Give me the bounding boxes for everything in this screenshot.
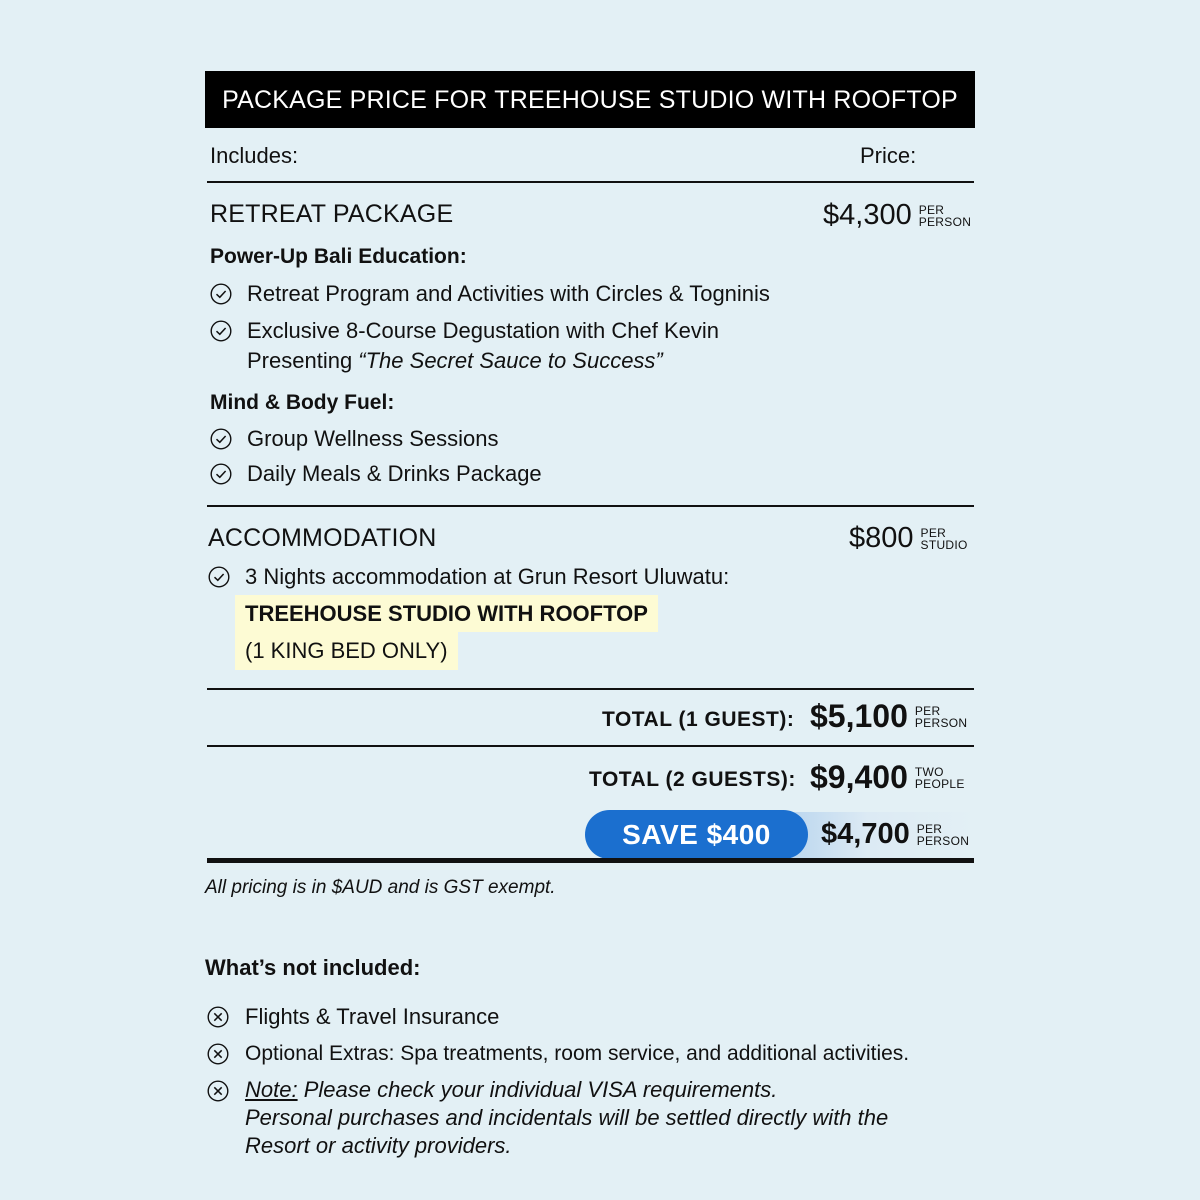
unit-line: STUDIO (920, 537, 968, 552)
list-item-text: Group Wellness Sessions (247, 426, 499, 451)
note-label: Note: (245, 1077, 298, 1102)
degustation-text: Exclusive 8-Course Degustation with Chef Kevin (247, 318, 720, 343)
includes-label: Includes: (210, 143, 299, 168)
list-item (210, 424, 499, 454)
list-item (207, 1002, 499, 1032)
list-item (207, 1076, 888, 1160)
save-price-value: $4,700 (821, 818, 910, 850)
unit-line: PEOPLE (914, 776, 965, 791)
note-line: Resort or activity providers. (245, 1133, 512, 1158)
retreat-price (823, 199, 971, 232)
not-included-title: What’s not included: (205, 955, 421, 980)
unit-line: PERSON (916, 833, 970, 848)
list-item-text: Retreat Program and Activities with Circles & Togninis (247, 281, 770, 306)
x-circle-icon (207, 1043, 229, 1065)
list-item-text (245, 1076, 888, 1160)
accommodation-price-value: $800 (849, 522, 914, 554)
unit-line: PER (914, 703, 941, 718)
unit-line: TWO (914, 764, 944, 779)
total-one-guest-value: $5,100 (810, 698, 908, 734)
total-two-guests-unit (915, 766, 965, 790)
total-two-guests-price (810, 759, 965, 796)
unit-line: PER (920, 525, 947, 540)
education-title: Power-Up Bali Education: (210, 245, 467, 268)
room-note-highlight: (1 KING BED ONLY) (235, 632, 458, 670)
accommodation-title: ACCOMMODATION (208, 524, 437, 552)
presenting-quote: “The Secret Sauce to Success” (358, 348, 663, 373)
divider (207, 505, 974, 507)
x-circle-icon (207, 1080, 229, 1102)
check-circle-icon (210, 283, 232, 305)
list-item (210, 316, 719, 376)
check-circle-icon (210, 463, 232, 485)
divider-thick (207, 858, 974, 863)
retreat-package-title: RETREAT PACKAGE (210, 200, 454, 228)
check-circle-icon (210, 428, 232, 450)
list-item-text: 3 Nights accommodation at Grun Resort Uluwatu: (245, 564, 730, 589)
list-item-text: Optional Extras: Spa treatments, room service, and additional activities. (245, 1042, 910, 1065)
package-title: PACKAGE PRICE FOR TREEHOUSE STUDIO WITH ROOFTOP (205, 71, 975, 128)
total-one-guest-label: TOTAL (1 GUEST): (602, 708, 795, 731)
divider (207, 745, 974, 747)
list-item-text: Flights & Travel Insurance (245, 1004, 500, 1029)
check-circle-icon (210, 320, 232, 342)
list-item (207, 1039, 909, 1069)
divider (207, 688, 974, 690)
accommodation-price-unit (921, 527, 968, 551)
unit-line: PERSON (918, 214, 972, 229)
note-line: Personal purchases and incidentals will be settled directly with the (245, 1105, 889, 1130)
note-line: Please check your individual VISA requirements. (297, 1077, 778, 1102)
fuel-title: Mind & Body Fuel: (210, 391, 395, 414)
save-price-unit (917, 823, 969, 847)
save-badge: SAVE $400 (585, 810, 808, 859)
x-circle-icon (207, 1006, 229, 1028)
save-price (821, 818, 969, 851)
list-item-text (247, 316, 719, 376)
total-one-guest-price (810, 698, 967, 735)
total-one-guest-unit (915, 705, 967, 729)
total-two-guests-value: $9,400 (810, 759, 908, 795)
retreat-price-unit (919, 204, 971, 228)
unit-line: PERSON (914, 715, 968, 730)
unit-line: PER (916, 821, 943, 836)
divider (207, 181, 974, 183)
list-item-text: Daily Meals & Drinks Package (247, 461, 542, 486)
presenting-prefix: Presenting (247, 348, 359, 373)
room-name-highlight: TREEHOUSE STUDIO WITH ROOFTOP (235, 595, 658, 632)
retreat-price-value: $4,300 (823, 199, 912, 231)
check-circle-icon (208, 566, 230, 588)
accommodation-price (849, 522, 968, 555)
list-item (210, 279, 770, 309)
list-item (208, 562, 729, 592)
list-item (210, 459, 542, 489)
unit-line: PER (918, 202, 945, 217)
price-label: Price: (860, 143, 917, 168)
total-two-guests-label: TOTAL (2 GUESTS): (589, 768, 796, 791)
pricing-footnote: All pricing is in $AUD and is GST exempt. (205, 877, 556, 898)
